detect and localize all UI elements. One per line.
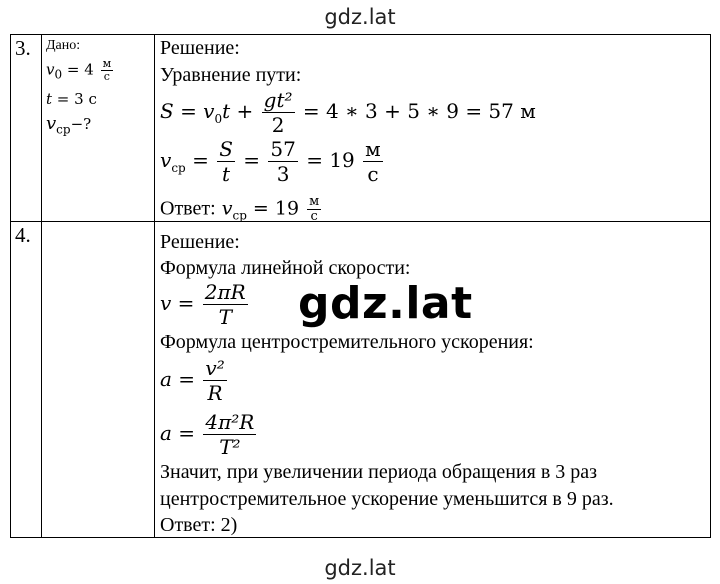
a-formula-1: a = $\frac{\text{v²}}{R}$ (160, 356, 225, 405)
frac-num: 4π²R (205, 410, 255, 434)
watermark-top: gdz.lat (324, 5, 396, 29)
frac-num: S (219, 137, 233, 161)
row-number-3: 3. (11, 35, 42, 222)
v-frac-num (268, 137, 297, 186)
s-fraction (262, 88, 295, 137)
frac-den: 3 (276, 162, 290, 186)
frac-num: 57 (270, 137, 296, 161)
s-frac-num: gt² (263, 88, 293, 112)
given-v0: $v_0 = 4$ $\frac{м}{с}$ (46, 57, 112, 83)
unit-den: с (310, 209, 318, 224)
frac-den: R (207, 381, 223, 405)
given-cell-4 (42, 222, 155, 538)
row3-path-label: Уравнение пути: (160, 64, 302, 86)
a2-frac (203, 410, 256, 459)
s-eq-rest: = 4 ∗ 3 + 5 ∗ 9 = 57 м (302, 99, 536, 123)
linear-speed-label: Формула линейной скорости: (160, 257, 411, 279)
given-vcp-question: −? (70, 115, 92, 133)
answer-value: = 19 (252, 197, 300, 220)
row4-answer: Ответ: 2) (160, 514, 238, 536)
unit-num: м (365, 137, 381, 161)
row-number-4: 4. (11, 222, 42, 538)
frac-num: 2πR (204, 280, 246, 304)
unit-den: с (103, 70, 110, 83)
a1-frac (203, 356, 226, 405)
row3-solution-label: Решение: (160, 37, 240, 59)
frac-num: v² (205, 356, 225, 380)
a-formula-2: a = $\frac{\text{4π²R}}{\text{T²}}$ (160, 410, 255, 459)
given-v0-value: = 4 (66, 60, 94, 79)
unit-num: м (309, 194, 320, 209)
unit-num: м (102, 57, 112, 70)
frac-den: t (222, 162, 231, 186)
unit-den: с (367, 162, 379, 186)
watermark-bottom: gdz.lat (324, 556, 396, 580)
given-t-value: = 3 с (56, 90, 97, 108)
given-t: t = 3 с (46, 90, 97, 108)
v-equation: $v_{ср}$ = $\frac{S}{t}$ = $\frac{57}{3}$ = 19 $\frac{м}{с}$ (160, 137, 381, 186)
given-v0-unit (101, 58, 114, 83)
centripetal-label: Формула центростремительного ускорения: (160, 331, 534, 353)
watermark-middle: gdz.lat (298, 278, 473, 329)
v-formula: v = $\frac{2\pi R}{T}$ (160, 280, 246, 329)
answer-label: Ответ: (160, 197, 216, 220)
given-vcp: $v_{ср}-$? (46, 113, 92, 137)
frac-den: T² (219, 435, 241, 459)
conclusion-line-2: центростремительное ускорение уменьшится в 9 раз. (160, 488, 614, 510)
v-unit (363, 137, 383, 186)
conclusion-line-1: Значит, при увеличении периода обращения в 3 раз (160, 461, 598, 483)
v-result: = 19 (306, 148, 355, 172)
given-title: Дано: (46, 38, 81, 53)
eq-sign: = (180, 99, 197, 123)
s-frac-den: 2 (271, 113, 285, 137)
v-formula-frac (203, 280, 248, 329)
row3-answer: Ответ: $v_{ср} = 19$ $\frac{м}{с}$ (160, 194, 320, 224)
frac-den: T (218, 305, 232, 329)
answer-unit (307, 195, 321, 224)
row4-solution-label: Решение: (160, 231, 240, 253)
v-frac-st (217, 137, 235, 186)
s-equation: $S = v_0t$ + $\frac{\text{gt²}}{2}$ = 4 ∗ 3 + 5 ∗ 9 = 57 м (160, 88, 536, 137)
